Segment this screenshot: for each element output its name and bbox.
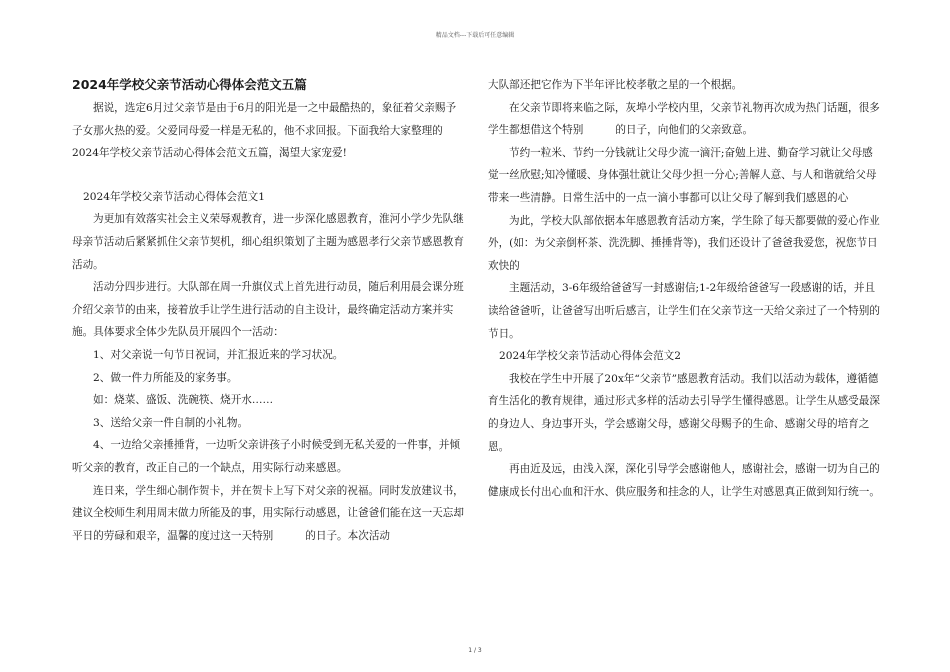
paragraph: 大队部还把它作为下半年评比校孝敬之星的一个根据。 <box>488 79 743 91</box>
paragraph: 为此，学校大队部依据本年感恩教育活动方案，学生除了每天都要做的爱心作业外，(如：为父亲倒杯茶、洗洗脚、捶捶背等)，我们还设计了爸爸我爱您，祝您节日欢快的 <box>488 214 880 272</box>
section-1-title: 2024年学校父亲节活动心得体会范文1 <box>83 190 266 203</box>
document-title: 2024年学校父亲节活动心得体会范文五篇 <box>72 77 307 92</box>
intro-paragraph: 据说，选定6月过父亲节是由于6月的阳光是一之中最酷热的，象征着父亲赐予子女那火热的爱。父爱同母爱一样是无私的，他不求回报。下面我给大家整理的2024年学校父亲节活动心得体会范文五篇，渴望大家宠爱! <box>72 102 457 160</box>
paragraph: 我校在学生中开展了20x年“父亲节”感恩教育活动。我们以活动为载体，遵循德育生活化的教育规律，通过形式多样的活动去引导学生懂得感恩。让学生从感受最深的身边人、身边事开头，学会感谢父母，感谢父母赐予的生命、感谢父母的培育之恩。 <box>488 372 880 453</box>
paragraph-text: 在父亲节即将来临之际，灰埠小学校内里，父亲节礼物再次成为热门话题，很多学生都想借这个特别 <box>488 101 880 137</box>
page-header: 精品文档---下载后可任意编辑 <box>435 32 515 39</box>
section-2-title: 2024年学校父亲节活动心得体会范文2 <box>499 350 682 363</box>
paragraph: 再由近及远，由浅入深，深化引导学会感谢他人，感谢社会，感谢一切为自己的健康成长付出心血和汗水、供应服务和挂念的人，让学生对感恩真正做到知行统一。 <box>488 463 880 498</box>
list-item: 4、一边给父亲捶捶背，一边听父亲讲孩子小时候受到无私关爱的一件事，并倾听父亲的教育，改正自己的一个缺点，用实际行动来感恩。 <box>72 439 460 474</box>
paragraph-text: 的日子。本次活动 <box>305 529 391 542</box>
list-item-example: 如：烧菜、盛饭、洗碗筷、烧开水…… <box>93 394 274 407</box>
paragraph <box>488 97 881 142</box>
list-item: 3、送给父亲一件自制的小礼物。 <box>93 416 249 429</box>
paragraph-text: 的日子，向他们的父亲致意。 <box>615 124 754 137</box>
left-column <box>72 74 465 547</box>
paragraph <box>72 480 465 548</box>
paragraph: 主题活动，3-6年级给爸爸写一封感谢信;1-2年级给爸爸写一段感谢的话，并且读给爸爸听，让爸爸写出听后感言，让学生们在父亲节这一天给父亲过了一个特别的节日。 <box>488 282 880 340</box>
page-number: 1 / 3 <box>468 647 482 654</box>
paragraph: 节约一粒米、节约一分钱就让父母少流一滴汗;奋勉上进、勤奋学习就让父母感觉一丝欣慰;知冷懂暖、身体强壮就让父母少担一分心;善解人意、与人和谐就给父母带来一些清静。日常生活中的一点一滴小事都可以让父母了解到我们感恩的心 <box>488 146 877 204</box>
paragraph: 为更加有效落实社会主义荣辱观教育，进一步深化感恩教育，淮河小学少先队继母亲节活动后紧紧抓住父亲节契机，细心组织策划了主题为感恩孝行父亲节感恩教育活动。 <box>72 213 464 271</box>
list-item: 2、做一件力所能及的家务事。 <box>93 371 238 384</box>
paragraph-text: 连日来，学生细心制作贺卡，并在贺卡上写下对父亲的祝福。同时发放建议书，建议全校师生利用周末做力所能及的事，用实际行动感恩，让爸爸们能在这一天忘却平日的劳碌和艰辛，温馨的度过这一天特别 <box>72 484 464 542</box>
list-item: 1、对父亲说一句节日祝词，并汇报近来的学习状况。 <box>93 348 344 361</box>
right-column <box>488 74 881 503</box>
paragraph: 活动分四步进行。大队部在周一升旗仪式上首先进行动员，随后利用晨会课分班介绍父亲节的由来，接着放手让学生进行活动的自主设计，最终确定活动方案并实施。具体要求全体少先队员开展四个一活动： <box>72 281 464 339</box>
